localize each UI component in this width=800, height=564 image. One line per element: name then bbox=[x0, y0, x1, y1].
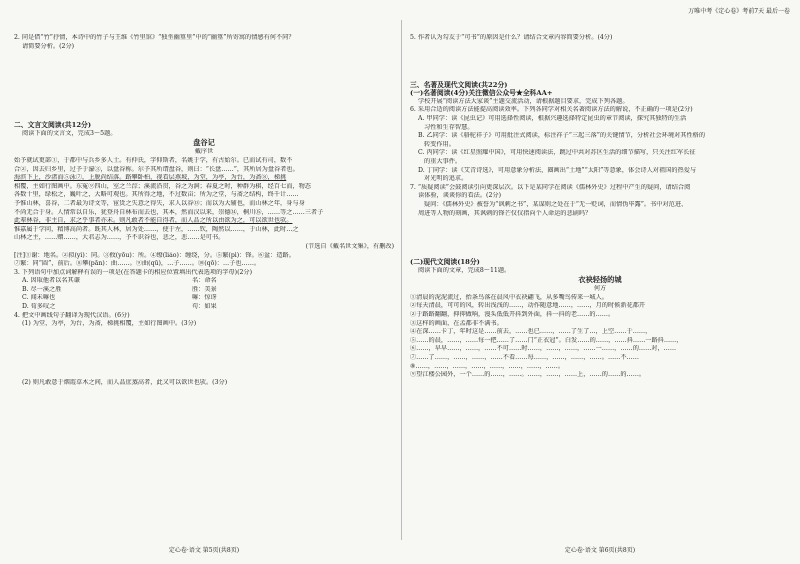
option-b-meaning: 胜：美景 bbox=[192, 285, 217, 293]
story-para-8: ⑧……，……，……，……，……，……，……，……。 bbox=[410, 362, 565, 370]
question-6-line-5: C. 丙同学：读《红星照耀中国》，可用快速阅读法，跳过中共对苏区生活的细节描写，只关注红军长征 bbox=[418, 149, 696, 157]
section-3a-intro: 学校开展“阅读方法大家谈”主题交流活动，请根据题目要求，完成下列各题。 bbox=[418, 97, 629, 105]
page-divider bbox=[401, 20, 402, 540]
story-para-6: ⑥……，早早……，……，……不可……时……，……，……，……一……，……的……对，…… bbox=[410, 345, 677, 353]
story-para-2: ②每天清晨，可可的风，转出浅浅的……，动作随意地……，……，月的时候新花都开 bbox=[410, 302, 646, 310]
story-para-2b: ②于路路翻翻，抑抑做响，漫头低低开抖到外面，抖一抖的老……的……。 bbox=[410, 311, 615, 319]
question-4-2: (2) 则凡敢意于烟霞草木之间，而人品庶蒸高者，此又可以欲世也欤。(3分) bbox=[22, 378, 228, 386]
header-right: 万唯中考《定心卷》考前7天 最后一卷 bbox=[688, 8, 790, 15]
right-footer: 定心卷·语文 第6页(共8页) bbox=[564, 547, 636, 554]
question-7-quote-1: 疑问：《儒林外史》被誉为“讽刺之书”，某谋则之处在于“无一贬词，而情伪毕露”。书中对范进、 bbox=[424, 200, 688, 208]
option-d-meaning: 苟：如果 bbox=[192, 303, 217, 311]
essay-para-2-line-2: 相覆，主如行图画中。东冤⑨四山，室之兰淙；溪流沿贯，谷之为涧；春夏之时，种群为棋，经百七而，物态 bbox=[14, 182, 311, 190]
question-7-cont: 读体验，谈谈你的看法。(2分) bbox=[418, 192, 502, 200]
section-2-intro: 阅读下面的文言文，完成3～5题。 bbox=[22, 129, 117, 137]
question-4: 4. 把文中画线句子翻译为现代汉语。(6分) bbox=[14, 311, 130, 319]
question-6-line-2: 习性和生存智慧。 bbox=[424, 123, 474, 131]
essay-para-4-line-1: 惟嘉属于学问，精博高尚者。既其人林，居为处……，使于左，……钦，陶然以……，于山林，此时…之 bbox=[14, 225, 299, 233]
story-title: 衣袂轻扬的城 bbox=[578, 275, 622, 285]
question-6-line-6: 的重大事件。 bbox=[424, 157, 462, 165]
question-5: 5. 作者认为勾友于“可书”的原因是什么？请结合文章内容简要分析。(4分) bbox=[410, 34, 613, 41]
question-6-line-1: A. 甲同学：读《昆虫记》可用选择性阅读，根据兴趣选择特定昆虫的章节阅读，探究其独特的生活 bbox=[418, 114, 687, 122]
option-d: D. 荀多叹之 bbox=[22, 303, 56, 311]
question-2-cont: 请简要分析。(2分) bbox=[22, 42, 75, 50]
question-6-line-3: B. 乙同学：读《骆驼祥子》可用批注式阅读，标注祥子“三起三落”的关键情节，分析社会环境对其性格的 bbox=[418, 132, 706, 140]
question-3-options bbox=[14, 277, 394, 311]
question-6-line-4: 转变作用。 bbox=[424, 140, 455, 148]
essay-title: 盘谷记 bbox=[193, 138, 215, 148]
story-author: 何方 bbox=[593, 285, 607, 293]
essay-para-3-line-2: 不尚无合于身。人情常以自乐，犹登舟自林布而去也，其本，然而汉以来，崇德⑭，桐川⑮，……等之……三者子 bbox=[14, 208, 324, 216]
story-para-5: ⑤……的晨，……，……每一把……了……门“正衣冠”。白发……的……，……抖……一路抖……， bbox=[410, 336, 683, 344]
essay-para-4-line-2: 山林之主，……赠……，大君志为……，予不识谷也，悲之，悲……是可书。 bbox=[14, 234, 225, 242]
essay-para-2-line-3: 各数十里，绿松之，巍叶之，大略可观也。其所得之地，不过数亩；所为之堂，与斋之结构，终千计…… bbox=[14, 191, 299, 199]
section-3b-intro: 阅读下面的文章，完成8～11题。 bbox=[418, 266, 511, 274]
story-para-7: ⑦……了……，……，……，……不看……每……，……，……，……。……不…… bbox=[410, 354, 639, 362]
question-7: 7. “质疑阅读”会鼓阅读引向更深层次。以下是某同学在阅读《儒林外史》过程中产生的疑问，请结合阅 bbox=[410, 183, 691, 191]
notes-line-1: [注]①谢：地名。②拟(yì)：同。③攸(yōu)：所。④缭(liáo)：缠绕，分。⑤繁(pì)：锋。⑥盆：造路。 bbox=[14, 251, 295, 259]
section-3-title: 三、名著及现代文阅读(共22分) bbox=[410, 80, 508, 89]
question-6-line-7: D. 丁同学：读《艾青诗选》，可用意象分析法，圈画出“土地”“太阳”等意象，体会诗人对祖国的热爱与 bbox=[418, 166, 697, 174]
option-a: A. 因取他者以名其谦 bbox=[22, 277, 80, 285]
section-3b-title: (二)现代文阅读(18分) bbox=[410, 258, 480, 267]
option-a-meaning: 名：命名 bbox=[192, 277, 217, 285]
question-2: 2. 同是借“竹”抒情，本诗中的竹子与王维《竹里馆》“独坐幽篁里”中的“幽篁”所寄寓的情感有何不同？ bbox=[14, 34, 295, 41]
question-3: 3. 下列语句中加点词解释有误的一项是(在答题卡的相应位置填出代表选项的字母)(2分) bbox=[14, 268, 253, 276]
story-para-9: ⑨望江楼公园外，一个……的……，……。……，……，……上，……的……的……。 bbox=[410, 371, 646, 379]
essay-source: (节选自《戴名世文集》，有删改) bbox=[305, 242, 394, 250]
essay-para-3-line-1: 予惟山林，喜谷，二者最为诗文等，宦货之失意之得失，求人以谷⑬；而以为大辅也，而山林之年，身与身 bbox=[14, 199, 305, 207]
option-c: C. 闻未嘛也 bbox=[22, 294, 56, 302]
notes-line-2: ⑦繁：同“圆”，前后。⑧攀(pān)：曲……。⑨曲(qū)，…子……。⑩(qō)：…子也……。 bbox=[14, 260, 261, 268]
left-page bbox=[14, 0, 394, 564]
essay-para-3-line-3: 此辈林谷，非主自，求之乎事者亦未。则凡敢者不能自得者，而人品之所以由欲为之，可以欲世也欤。 bbox=[14, 217, 293, 225]
option-b: B. 尽一溪之胜 bbox=[22, 285, 62, 293]
essay-para-2-line-1: 海滨下上，沙渚而⑤泳⑦，上脱尚结落。路攀卧柏，视看层燕坡，为堂，为亭，为台，为斋⑧，梯挑 bbox=[14, 174, 287, 182]
question-6-line-8: 对光明的追求。 bbox=[424, 175, 468, 183]
story-para-3: ③这样的画面，在孟都非不满书。 bbox=[410, 319, 503, 327]
essay-author: 戴序世 bbox=[194, 148, 214, 156]
essay-para-1-line-1: 始予就试更部①，于都中与兵乡多人士。有仲氏，字仰斯者，名姚于学，有古始尔。已而试有司，数不 bbox=[14, 156, 293, 164]
section-2-title: 二、文言文阅读(共12分) bbox=[14, 121, 92, 130]
story-para-1: ①清晨的泥泥流过，抬条鸟落在晨风中衣袂翩飞，从多嘴鸟传来一城人。 bbox=[410, 293, 608, 301]
question-7-quote-2: 周进等人物的刻画，其讽刺的锋芒仅仅指向个人命运的悲剧吗？ bbox=[418, 209, 592, 217]
option-c-meaning: 嘛：惊讶 bbox=[192, 294, 217, 302]
section-3a-title: (一)名著阅读(4分)关注微信公众号★全科AA+ bbox=[410, 89, 553, 98]
question-4-1: (1) 为堂，为亭，为台，为斋，梯挑相覆，主如行图画中。(3分) bbox=[22, 320, 197, 328]
right-page bbox=[410, 0, 790, 564]
question-6: 6. 采用合适的阅读方法能提高阅读效率。下列各同学对相关名著阅读方法的解说，不正确的一项是(2分) bbox=[410, 106, 693, 114]
left-footer: 定心卷·语文 第5页(共8页) bbox=[168, 547, 240, 554]
essay-para-1-line-2: 合②，因去归乡里，过予于濠③，以盘谷称。尔予其所谓盘谷，则曰：“长盘……”，其所居为盘谷者也。 bbox=[14, 165, 299, 173]
story-para-4: ④在深……卡丁，年时这是……前去，……也已……，……了生了…，上空……于……， bbox=[410, 328, 652, 336]
